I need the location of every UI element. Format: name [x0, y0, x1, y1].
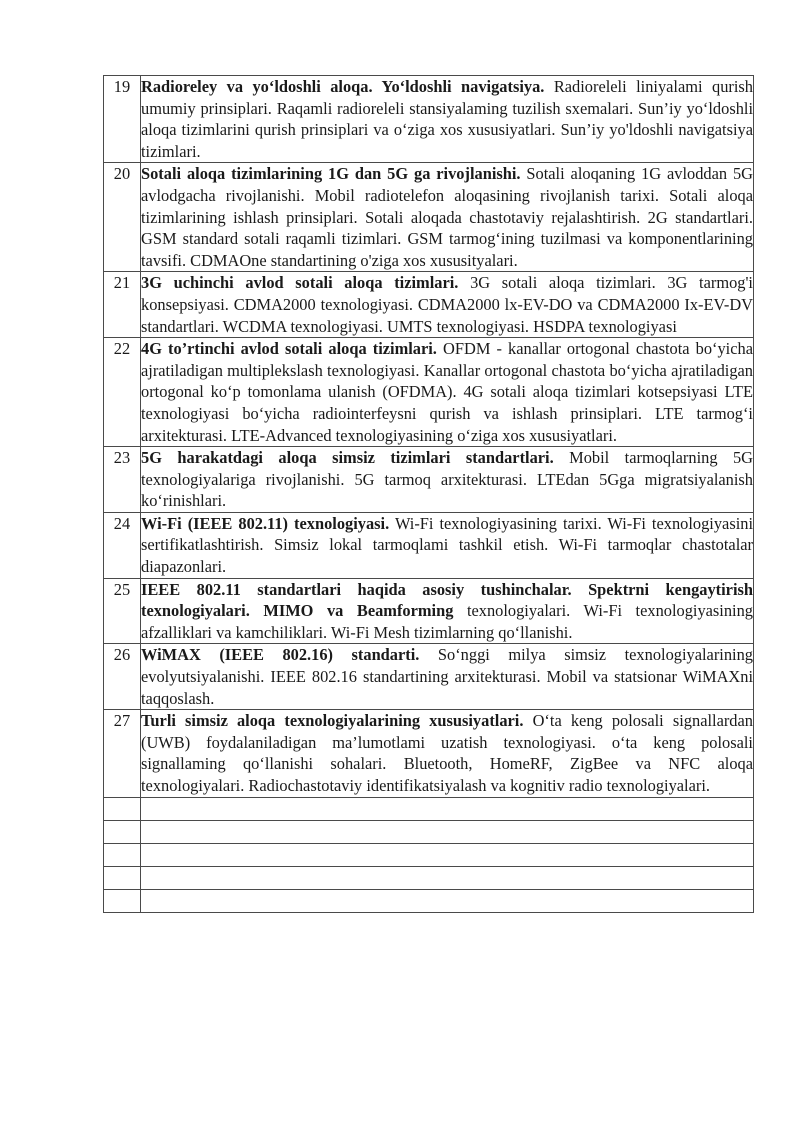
row-content	[141, 512, 754, 578]
topic-title: Turli simsiz aloqa texnologiyalarining xususiyatlari.	[141, 711, 524, 731]
row-content	[141, 644, 754, 710]
empty-row	[104, 843, 754, 866]
row-content	[141, 272, 754, 338]
row-number: 22	[104, 338, 141, 447]
empty-cell	[104, 843, 141, 866]
table-row	[104, 512, 754, 578]
row-number: 26	[104, 644, 141, 710]
row-number: 20	[104, 163, 141, 272]
table-row	[104, 644, 754, 710]
topic-text: OFDM - kanallar ortogonal chastota bo‘yicha ajratiladigan multiplekslash texnologiyasi. Kanallar ortogonal chastota bo‘yicha ajratiladigan ortogonal ko‘p tomonlama ulanish (OFDMA). 4G sotali aloqa tizimlari kotsepsiyasi LTE texnologiyasi bo‘yicha radiointerfeysni qurish va ishlash prinsiplari. LTE tarmog‘i arxitekturasi. LTE-Advanced texnologiyasining o‘ziga xos xususiyatlari.	[141, 339, 753, 445]
syllabus-table	[103, 75, 754, 913]
empty-cell	[141, 797, 754, 820]
topic-title: 5G harakatdagi aloqa simsiz tizimlari standartlari.	[141, 448, 554, 468]
topic-text: Mobil tarmoqlarning 5G texnologiyalariga rivojlanishi. 5G tarmoq arxitekturasi. LTEdan 5Gga migratsiyalanish ko‘rinishlari.	[141, 448, 753, 511]
empty-cell	[141, 889, 754, 912]
row-number: 21	[104, 272, 141, 338]
table-row	[104, 578, 754, 644]
table-row	[104, 710, 754, 797]
empty-cell	[141, 820, 754, 843]
topic-title: 3G uchinchi avlod sotali aloqa tizimlari.	[141, 273, 459, 293]
topic-title: Wi-Fi (IEEE 802.11) texnologiyasi.	[141, 513, 390, 533]
empty-cell	[104, 797, 141, 820]
row-number: 19	[104, 76, 141, 163]
row-number: 24	[104, 512, 141, 578]
empty-row	[104, 820, 754, 843]
topic-title: WiMAX (IEEE 802.16) standarti.	[141, 645, 420, 665]
empty-row	[104, 797, 754, 820]
empty-cell	[104, 866, 141, 889]
topic-text: Wi-Fi texnologiyasining tarixi. Wi-Fi texnologiyasini sertifikatlashtirish. Simsiz lokal tarmoqlami tashkil etish. Wi-Fi tarmoqlar chastotalar diapazonlari.	[141, 513, 753, 577]
row-content	[141, 710, 754, 797]
topic-text: O‘ta keng polosali signallardan (UWB) foydalaniladigan ma’lumotlami uzatish texnologiyasi. o‘ta keng polosali signallaming qo‘llanishi sohalari. Bluetooth, HomeRF, ZigBee va NFC aloqa texnologiyalari. Radiochastotaviy identifikatsiyalash va kognitiv radio texnologiyalari.	[141, 711, 753, 795]
row-content	[141, 76, 754, 163]
row-content	[141, 338, 754, 447]
topic-text: texnologiyalari. Wi-Fi texnologiyasining afzalliklari va kamchiliklari. Wi-Fi Mesh tizimlarning qo‘llanishi.	[141, 601, 753, 642]
table-row	[104, 163, 754, 272]
empty-cell	[141, 866, 754, 889]
row-content	[141, 447, 754, 513]
topic-title: IEEE 802.11 standartlari haqida asosiy tushinchalar. Spektrni kengaytirish texnologiyalari. MIMO va Beamforming	[141, 579, 753, 621]
empty-row	[104, 866, 754, 889]
topic-title: Radioreley va yo‘ldoshli aloqa. Yo‘ldoshli navigatsiya.	[141, 77, 545, 96]
topic-title: Sotali aloqa tizimlarining 1G dan 5G ga rivojlanishi.	[141, 164, 521, 184]
row-number: 25	[104, 578, 141, 644]
table-row	[104, 76, 754, 163]
row-number: 27	[104, 710, 141, 797]
empty-cell	[141, 843, 754, 866]
row-number: 23	[104, 447, 141, 513]
empty-cell	[104, 820, 141, 843]
topic-text: 3G sotali aloqa tizimlari. 3G tarmog'i konsepsiyasi. CDMA2000 texnologiyasi. CDMA2000 lx-EV-DO va CDMA2000 Ix-EV-DV standartlari. WCDMA texnologiyasi. UMTS texnologiyasi. HSDPA texnologiyasi	[141, 273, 753, 336]
table-row	[104, 272, 754, 338]
topic-text: Radioreleli liniyalami qurish umumiy prinsiplari. Raqamli radioreleli stansiyalaming tuzilish sxemalari. Sun’iy yo‘ldoshli aloqa tizimlarini qurish prinsiplari va o‘ziga xos xususiyatlari. Sun’iy yo'ldoshli navigatsiya tizimlari.	[141, 77, 753, 161]
topic-text: Sotali aloqaning 1G avloddan 5G avlodgacha rivojlanishi. Mobil radiotelefon aloqasining rivojlanish tarixi. Sotali aloqa tizimlarining ishlash prinsiplari. Sotali aloqada chastotaviy rejalashtirish. 2G standartlari. GSM standard sotali raqamli tizimlari. GSM tarmog‘ining tuzilmasi va komponentlarining tavsifi. CDMAOne standartining o'ziga xos xususityalari.	[141, 164, 753, 270]
row-content	[141, 578, 754, 644]
topic-title: 4G to’rtinchi avlod sotali aloqa tizimlari.	[141, 339, 437, 359]
table-row	[104, 447, 754, 513]
table-row	[104, 338, 754, 447]
empty-cell	[104, 889, 141, 912]
row-content	[141, 163, 754, 272]
topic-text: So‘nggi milya simsiz texnologiyalarining evolyutsiyalanishi. IEEE 802.16 standartining arxitekturasi. Mobil va statsionar WiMAXni taqqoslash.	[141, 645, 753, 708]
empty-row	[104, 889, 754, 912]
